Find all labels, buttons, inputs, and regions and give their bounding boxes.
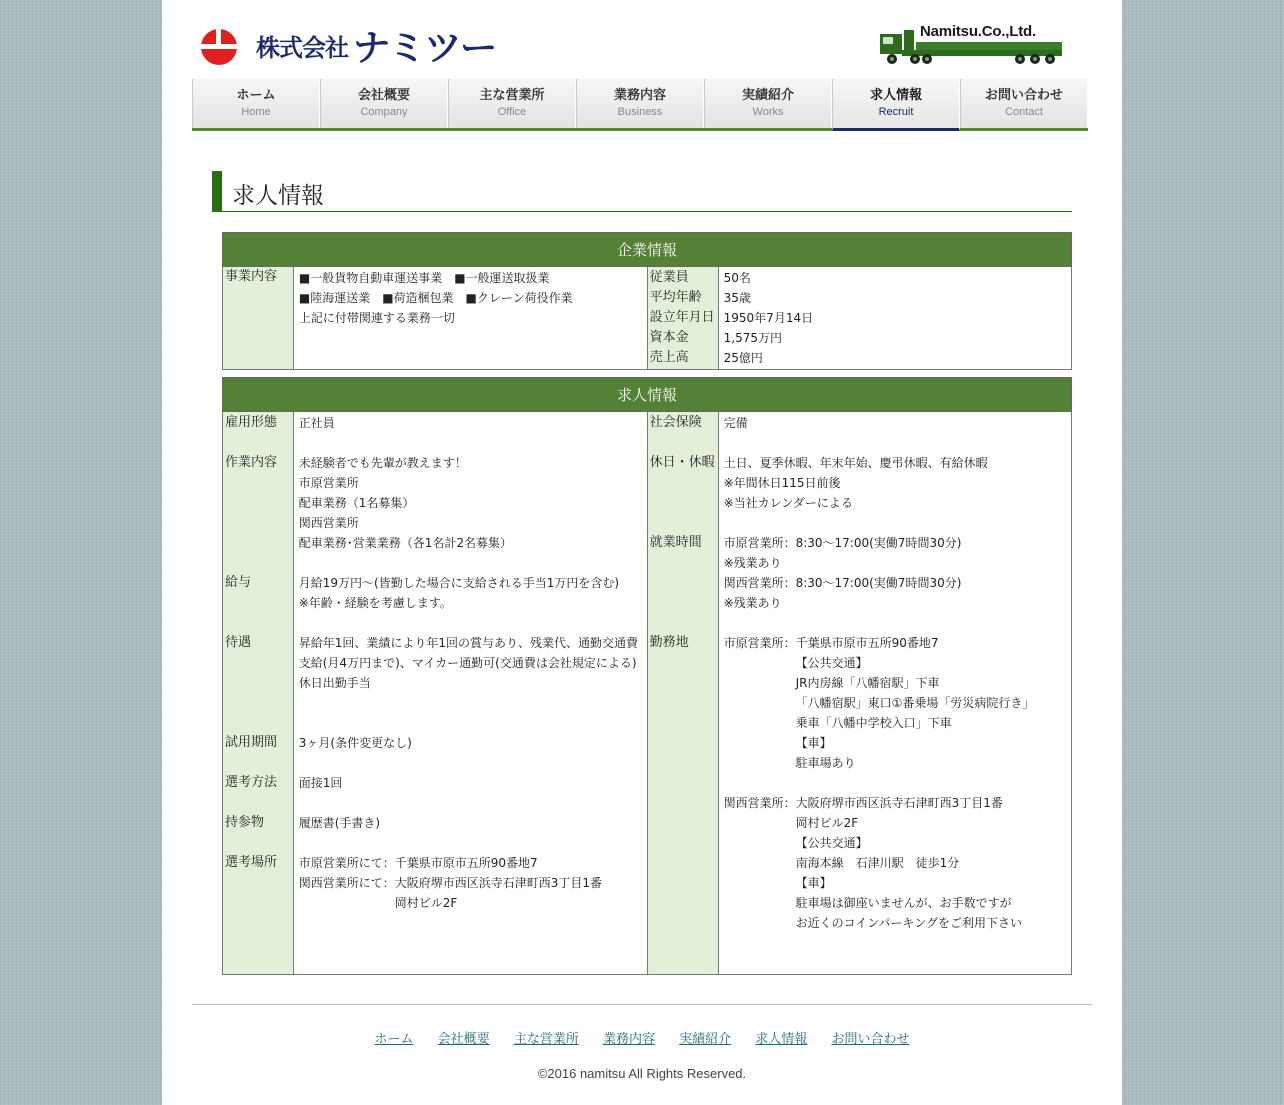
footer-link-business[interactable]: 業務内容 [602, 1032, 655, 1047]
business-label: 事業内容 [223, 267, 294, 370]
business-line: ■一般貨物自動車運送事業 ■一般運送取扱業 [298, 271, 550, 285]
kansai-location-line: 駐車場は御座いませんが、お手数ですが [795, 896, 1012, 910]
work-label: 作業内容 [225, 455, 278, 470]
page-title: 求人情報 [232, 183, 324, 209]
company-facts-labels [647, 267, 718, 370]
business-line: ■陸海運送業 ■荷造梱包業 ■クレーン荷役作業 [298, 291, 573, 305]
bring-label: 持参物 [225, 815, 265, 830]
nav-recruit-label: 求人情報 [869, 87, 922, 103]
nav-works-label: 実績紹介 [741, 87, 794, 103]
nav-recruit-sublabel: Recruit [878, 105, 914, 118]
trial-value: 3ヶ月(条件変更なし) [298, 736, 412, 750]
founded-label: 設立年月日 [649, 310, 715, 325]
company-info-header: 企業情報 [223, 233, 1072, 267]
hours-line: 関西営業所：8:30～17:00(実働7時間30分) [723, 576, 962, 590]
truck-logo-text: Namitsu.Co.,Ltd. [920, 23, 1036, 40]
sales-label: 売上高 [649, 350, 689, 365]
company-info-table [222, 232, 1072, 370]
kansai-location-line: 南海本線 石津川駅 徒歩1分 [795, 856, 960, 870]
benefits-label: 待遇 [225, 635, 252, 650]
business-line: 上記に付帯関連する業務一切 [298, 311, 455, 325]
ichihara-location-head: 市原営業所：千葉県市原市五所90番地7 [723, 636, 939, 650]
footer-link-office[interactable]: 主な営業所 [513, 1032, 579, 1047]
work-line: 関西営業所 [298, 516, 359, 530]
company-facts-values [718, 267, 1071, 370]
nav-business[interactable] [576, 79, 704, 128]
avg-age-value: 35歳 [723, 291, 751, 305]
kansai-location-line: 【公共交通】 [795, 836, 868, 850]
work-line: 未経験者でも先輩が教えます！ [298, 456, 467, 470]
salary-line: ※年齢・経験を考慮します。 [298, 596, 452, 610]
place-label: 選考場所 [225, 855, 278, 870]
founded-value: 1950年7月14日 [723, 311, 814, 325]
ichihara-location-line: 【車】 [795, 736, 832, 750]
main-nav [192, 79, 1088, 131]
selection-label: 選考方法 [225, 775, 278, 790]
footer-link-company[interactable]: 会社概要 [437, 1032, 490, 1047]
logo-name: ナミツー [352, 27, 496, 69]
nav-home[interactable] [192, 79, 320, 128]
avg-age-label: 平均年齢 [649, 290, 702, 305]
nav-recruit[interactable] [832, 79, 960, 131]
ichihara-location-line: 乗車「八幡中学校入口」下車 [795, 716, 952, 730]
footer-link-contact[interactable]: お問い合わせ [831, 1032, 910, 1047]
benefits-line: 昇給年1回、業績により年1回の賞与あり、残業代、通勤交通費 [298, 636, 639, 650]
page [162, 0, 1122, 1105]
work-line: 市原営業所 [298, 476, 359, 490]
nav-company-label: 会社概要 [357, 87, 410, 103]
company-logo[interactable] [256, 22, 496, 69]
nav-company-sublabel: Company [360, 105, 408, 118]
footer-link-recruit[interactable]: 求人情報 [755, 1032, 808, 1047]
nav-works-sublabel: Works [752, 105, 784, 118]
place-line: 市原営業所にて：千葉県市原市五所90番地7 [298, 856, 538, 870]
recruit-info-header: 求人情報 [223, 378, 1072, 412]
kansai-location-head: 関西営業所：大阪府堺市西区浜寺石津町西3丁目1番 [723, 796, 1003, 810]
work-line: 配車業務･営業業務（各1名計2名募集） [298, 536, 513, 550]
footer-nav [162, 1028, 1122, 1047]
nav-office[interactable] [448, 79, 576, 128]
sales-value: 25億円 [723, 351, 763, 365]
insurance-value: 完備 [723, 416, 748, 430]
nav-company[interactable] [320, 79, 448, 128]
employees-label: 従業員 [649, 270, 689, 285]
nav-office-label: 主な営業所 [479, 87, 545, 103]
benefits-line: 休日出勤手当 [298, 676, 371, 690]
trial-label: 試用期間 [225, 735, 278, 750]
bring-value: 履歴書(手書き) [298, 816, 381, 830]
ichihara-location-line: JR内房線「八幡宿駅」下車 [795, 676, 940, 690]
recruit-right-values [718, 412, 1071, 975]
salary-label: 給与 [225, 575, 252, 590]
capital-value: 1,575万円 [723, 331, 782, 345]
nav-contact[interactable] [960, 79, 1088, 128]
nav-contact-label: お問い合わせ [984, 87, 1063, 103]
place-line: 関西営業所にて：大阪府堺市西区浜寺石津町西3丁目1番 [298, 876, 603, 890]
employees-value: 50名 [723, 271, 751, 285]
nav-office-sublabel: Office [497, 105, 527, 118]
insurance-label: 社会保険 [649, 415, 702, 430]
footer-divider [192, 1004, 1092, 1005]
holiday-label: 休日・休暇 [649, 455, 715, 470]
kansai-location-line: 岡村ビル2F [795, 816, 859, 830]
recruit-right-labels [647, 412, 718, 975]
business-value [293, 267, 647, 370]
page-heading [212, 171, 1072, 212]
location-label: 勤務地 [649, 635, 689, 650]
heading-accent-bar [212, 171, 222, 212]
kansai-location-line: 【車】 [795, 876, 832, 890]
holiday-line: ※年間休日115日前後 [723, 476, 841, 490]
nav-business-sublabel: Business [617, 105, 663, 118]
recruit-left-values [293, 412, 647, 975]
holiday-line: ※当社カレンダーによる [723, 496, 853, 510]
ichihara-location-line: 【公共交通】 [795, 656, 868, 670]
work-line: 配車業務（1名募集） [298, 496, 415, 510]
nav-works[interactable] [704, 79, 832, 128]
hours-line: ※残業あり [723, 556, 782, 570]
kansai-location-line: お近くのコインパーキングをご利用下さい [795, 916, 1023, 930]
truck-logo [880, 20, 1068, 68]
company-logo-mark [201, 29, 237, 65]
employment-value: 正社員 [298, 416, 335, 430]
nav-business-label: 業務内容 [613, 87, 666, 103]
capital-label: 資本金 [649, 330, 689, 345]
holiday-line: 土日、夏季休暇、年末年始、慶弔休暇、有給休暇 [723, 456, 988, 470]
hours-label: 就業時間 [649, 535, 702, 550]
footer-link-works[interactable]: 実績紹介 [679, 1032, 732, 1047]
nav-home-label: ホーム [236, 87, 276, 103]
benefits-line: 支給(月4万円まで)、マイカー通勤可(交通費は会社規定による) [298, 656, 637, 670]
recruit-left-labels [223, 412, 294, 975]
footer-link-home[interactable]: ホーム [374, 1032, 414, 1047]
copyright: ©2016 namitsu All Rights Reserved. [537, 1066, 747, 1081]
selection-value: 面接1回 [298, 776, 343, 790]
salary-line: 月給19万円～(皆勤した場合に支給される手当1万円を含む) [298, 576, 620, 590]
logo-kaisha: 株式会社 [256, 33, 348, 62]
employment-label: 雇用形態 [225, 415, 278, 430]
hours-line: ※残業あり [723, 596, 782, 610]
ichihara-location-line: 駐車場あり [795, 756, 856, 770]
recruit-info-table [222, 377, 1072, 975]
hours-line: 市原営業所：8:30～17:00(実働7時間30分) [723, 536, 962, 550]
place-line: 岡村ビル2F [394, 896, 458, 910]
nav-home-sublabel: Home [241, 105, 271, 118]
ichihara-location-line: 「八幡宿駅」東口①番乗場「労災病院行き」 [795, 696, 1035, 710]
nav-contact-sublabel: Contact [1005, 105, 1043, 118]
